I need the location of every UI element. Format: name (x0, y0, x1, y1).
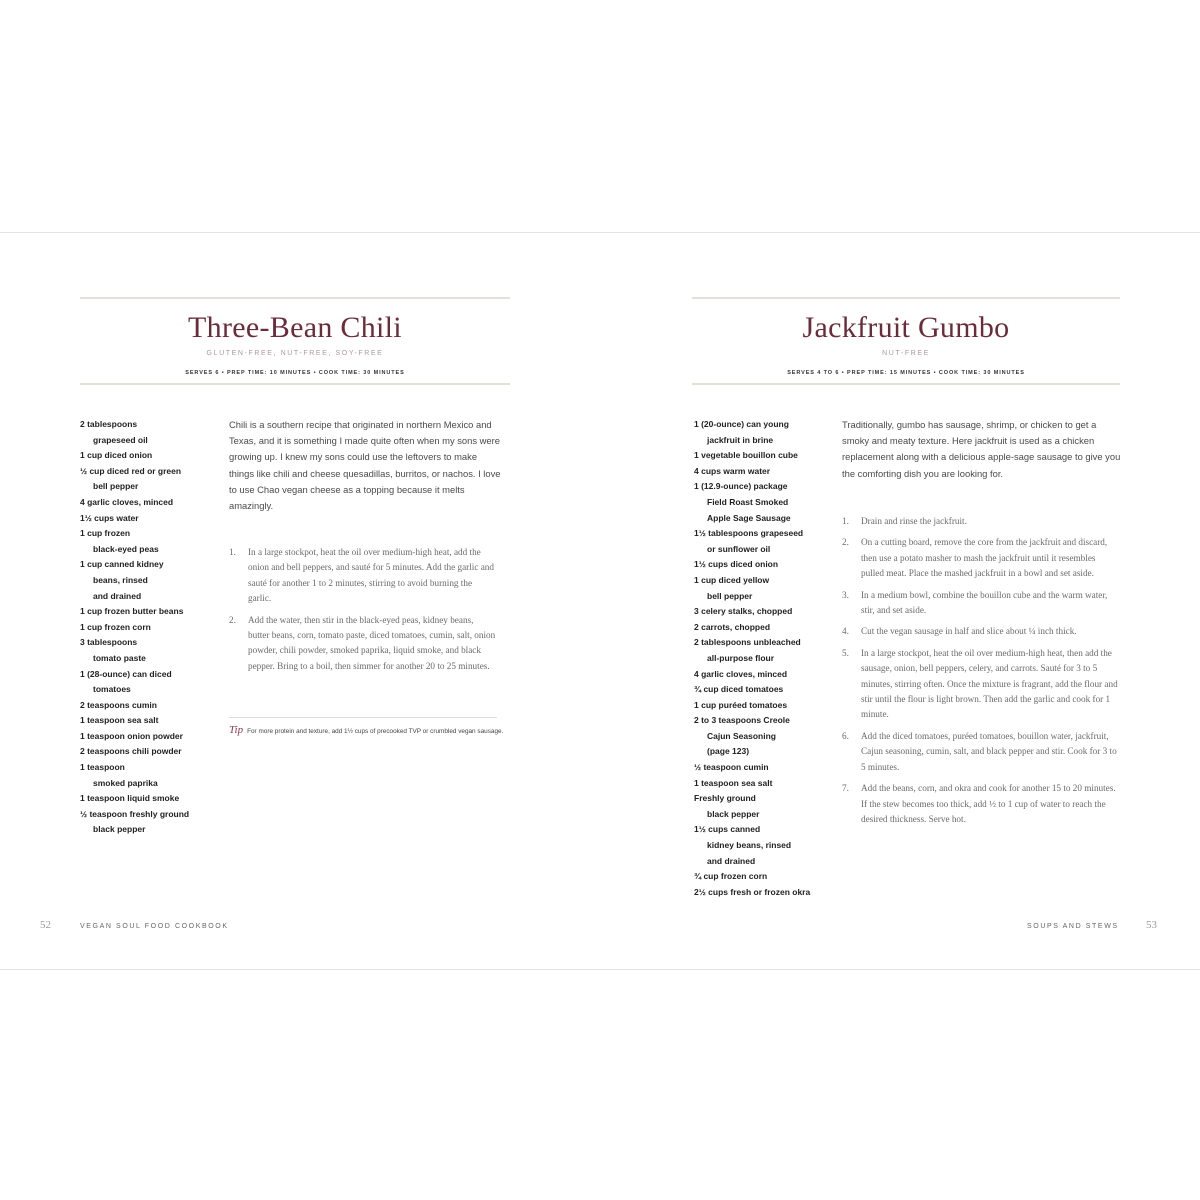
ingredient-line-continued: tomatoes (93, 684, 131, 695)
ingredient-item (80, 604, 220, 620)
ingredient-item (694, 604, 834, 620)
ingredient-line: 4 cups warm water (694, 465, 771, 476)
ingredient-item (694, 760, 834, 776)
step-number: 6. (842, 730, 849, 741)
ingredient-line: ¾ cup frozen corn (694, 871, 768, 882)
ingredient-line: 2 teaspoons chili powder (80, 746, 182, 757)
tip-text: For more protein and texture, add 1½ cups of precooked TVP or crumbled vegan sausage. (247, 728, 504, 735)
ingredient-item (694, 713, 834, 760)
diet-tags: NUT-FREE (882, 350, 930, 357)
ingredient-item (80, 448, 220, 464)
tip-label: Tip (229, 724, 244, 736)
ingredient-item (80, 464, 220, 495)
tip-box (229, 725, 505, 737)
book-spread (0, 232, 1200, 970)
left-page (0, 233, 600, 969)
step-text: Add the beans, corn, and okra and cook for another 15 to 20 minutes. If the stew becomes too thick, add ½ to 1 cup of water to reach the desired thickness. Serve hot. (861, 783, 1116, 824)
ingredient-item (80, 713, 220, 729)
ingredient-line: 1½ cups water (80, 512, 139, 523)
step-text: Add the diced tomatoes, puréed tomatoes, bouillon water, jackfruit, Cajun seasoning, cumin, salt, and black pepper and stir. Cook for 3 to 5 minutes. (861, 730, 1117, 772)
ingredient-line-continued: kidney beans, rinsed (707, 840, 792, 851)
ingredient-line: ½ teaspoon freshly ground (80, 808, 190, 819)
section-title-footer: SOUPS AND STEWS (1027, 923, 1119, 930)
ingredient-line-continued: Cajun Seasoning (707, 730, 776, 741)
ingredient-item (694, 526, 834, 557)
ingredient-line: 1 cup canned kidney (80, 559, 164, 570)
ingredient-item (80, 511, 220, 527)
ingredient-line-continued: Apple Sage Sausage (707, 512, 791, 523)
ingredient-item (80, 526, 220, 557)
instruction-step (842, 781, 1120, 827)
ingredient-line: 1 cup diced yellow (694, 574, 770, 585)
ingredient-item (694, 573, 834, 604)
top-rule (80, 297, 510, 299)
ingredient-item (694, 635, 834, 666)
ingredient-item (694, 464, 834, 480)
ingredient-line-continued: Field Roast Smoked (707, 496, 789, 507)
ingredient-line: 1 cup frozen (80, 528, 131, 539)
recipe-intro: Chili is a southern recipe that originated in northern Mexico and Texas, and it is something I made quite often when my sons were growing up. I knew my sons could use the leftovers to make things like chili and cheese quesadillas, burritos, or nachos. I love to use Chao vegan cheese as a topping because it melts amazingly. (229, 419, 501, 512)
step-number: 2. (842, 537, 849, 548)
ingredient-item (80, 620, 220, 636)
ingredient-item (694, 885, 834, 901)
recipe-meta: SERVES 6 • PREP TIME: 10 MINUTES • COOK TIME: 30 MINUTES (185, 370, 405, 376)
ingredient-line: 2 to 3 teaspoons Creole (694, 715, 790, 726)
tip-rule (229, 717, 497, 718)
ingredient-item (694, 698, 834, 714)
ingredient-line: Freshly ground (694, 793, 756, 804)
instruction-step (842, 624, 1120, 639)
ingredient-line-continued: jackfruit in brine (707, 434, 774, 445)
step-number: 5. (842, 647, 849, 658)
step-number: 1. (229, 547, 236, 557)
ingredient-line-continued: (page 123) (707, 746, 750, 757)
ingredient-line: 2 tablespoons unbleached (694, 637, 801, 648)
step-text: Cut the vegan sausage in half and slice about ¼ inch thick. (861, 626, 1077, 637)
ingredient-item (694, 822, 834, 869)
ingredient-line: ¾ cup diced tomatoes (694, 684, 784, 695)
step-text: In a medium bowl, combine the bouillon cube and the warm water, stir, and set aside. (861, 589, 1108, 616)
ingredient-item (80, 729, 220, 745)
step-number: 1. (842, 516, 849, 526)
ingredient-line: 3 celery stalks, chopped (694, 606, 793, 617)
instruction-step (229, 545, 497, 607)
ingredient-line: 1 cup frozen corn (80, 621, 151, 632)
ingredient-item (694, 776, 834, 792)
header-bottom-rule (692, 383, 1120, 385)
ingredient-line: 2 teaspoons cumin (80, 699, 157, 710)
ingredient-line-continued: bell pepper (707, 590, 753, 601)
instruction-steps (842, 514, 1120, 833)
ingredient-line: 1½ tablespoons grapeseed (694, 528, 804, 539)
step-number: 4. (842, 626, 849, 637)
ingredient-item (80, 635, 220, 666)
step-number: 7. (842, 783, 849, 794)
instruction-step (842, 729, 1120, 775)
ingredient-list (694, 417, 834, 900)
ingredient-line: 1 teaspoon liquid smoke (80, 793, 180, 804)
ingredient-line: 1½ cups diced onion (694, 559, 779, 570)
page-number: 53 (1146, 919, 1157, 931)
ingredient-line-continued: black pepper (93, 824, 146, 835)
ingredient-line: 1 vegetable bouillon cube (694, 450, 798, 461)
step-text: Drain and rinse the jackfruit. (861, 516, 967, 526)
ingredient-line: 2 carrots, chopped (694, 621, 771, 632)
step-number: 2. (229, 614, 236, 625)
instruction-steps (229, 545, 497, 680)
step-text: Add the water, then stir in the black-eyed peas, kidney beans, butter beans, corn, tomato paste, diced tomatoes, cumin, salt, onion powder, chili powder, smoked paprika, liquid smoke, and black pepper. Bring to a boil, then simmer for another 20 to 25 minutes. (248, 614, 496, 671)
ingredient-item (694, 557, 834, 573)
ingredient-line: 4 garlic cloves, minced (694, 668, 788, 679)
ingredient-line: 4 garlic cloves, minced (80, 496, 174, 507)
step-text: In a large stockpot, heat the oil over medium-high heat, add the onion and bell peppers, and sauté for 5 minutes. Add the garlic and sauté for another 1 to 2 minutes, stirring to avoid burning the garlic. (248, 547, 494, 604)
header-bottom-rule (80, 383, 510, 385)
ingredient-line-continued: all-purpose flour (707, 652, 775, 663)
ingredient-line: ½ cup diced red or green (80, 465, 182, 476)
recipe-title: Jackfruit Gumbo (802, 311, 1010, 344)
ingredient-line: 1 teaspoon (80, 762, 125, 773)
ingredient-item (694, 667, 834, 683)
ingredient-item (80, 417, 220, 448)
ingredient-item (694, 479, 834, 526)
ingredient-line-continued: smoked paprika (93, 777, 158, 788)
ingredient-line-continued: bell pepper (93, 481, 139, 492)
ingredient-line: 2 tablespoons (80, 419, 138, 429)
ingredient-item (80, 557, 220, 604)
ingredient-line: 1 teaspoon onion powder (80, 730, 183, 741)
ingredient-line-continued: black-eyed peas (93, 543, 159, 554)
ingredient-item (694, 417, 834, 448)
ingredient-item (80, 667, 220, 698)
ingredient-item (694, 620, 834, 636)
ingredient-line-continued: tomato paste (93, 652, 146, 663)
ingredient-item (694, 448, 834, 464)
ingredient-line-continued: grapeseed oil (93, 434, 148, 445)
diet-tags: GLUTEN-FREE, NUT-FREE, SOY-FREE (206, 350, 384, 357)
ingredient-line: 1 (28-ounce) can diced (80, 668, 172, 679)
step-text: In a large stockpot, heat the oil over medium-high heat, then add the sausage, onion, bell peppers, celery, and carrots. Sauté for 3 to 5 minutes, stirring often. Once the mixture is fragrant, add the flour and stir until the flour is light brown. Then add the garlic and cook for 1 minute. (861, 647, 1118, 720)
ingredient-line-continued: and drained (707, 855, 756, 866)
ingredient-line-continued: and drained (93, 590, 142, 601)
ingredient-line: 1 cup diced onion (80, 450, 153, 461)
ingredient-item (80, 760, 220, 791)
ingredient-item (80, 791, 220, 807)
ingredient-item (694, 869, 834, 885)
ingredient-line-continued: or sunflower oil (707, 543, 771, 554)
ingredient-line: 1½ cups canned (694, 824, 761, 835)
ingredient-item (80, 744, 220, 760)
ingredient-item (694, 682, 834, 698)
recipe-meta: SERVES 4 TO 6 • PREP TIME: 15 MINUTES • COOK TIME: 30 MINUTES (787, 370, 1025, 376)
recipe-title: Three-Bean Chili (188, 311, 402, 344)
instruction-step (842, 514, 1120, 529)
ingredient-item (80, 698, 220, 714)
ingredient-line: 1 teaspoon sea salt (80, 715, 159, 726)
instruction-step (842, 646, 1120, 723)
step-number: 3. (842, 589, 849, 600)
ingredient-line-continued: beans, rinsed (93, 574, 148, 585)
ingredient-line: 3 tablespoons (80, 637, 138, 648)
ingredient-line: 1 (12.9-ounce) package (694, 481, 788, 492)
page-number: 52 (40, 919, 51, 931)
top-rule (692, 297, 1120, 299)
instruction-step (229, 613, 497, 675)
ingredient-line: 1 (20-ounce) can young (694, 419, 789, 429)
book-title-footer: VEGAN SOUL FOOD COOKBOOK (80, 923, 229, 930)
recipe-intro: Traditionally, gumbo has sausage, shrimp, or chicken to get a smoky and meaty texture. Here jackfruit is used as a chicken replacement along with a delicious apple-sage sausage to give you the comforting dish you are looking for. (842, 419, 1121, 479)
step-text: On a cutting board, remove the core from the jackfruit and discard, then use a potato masher to mash the jackfruit until it resembles pulled meat. Place the mashed jackfruit in a bowl and set aside. (861, 537, 1108, 579)
ingredient-line: 1 cup frozen butter beans (80, 606, 184, 617)
ingredient-item (80, 807, 220, 838)
ingredient-list (80, 417, 220, 838)
ingredient-line: 2½ cups fresh or frozen okra (694, 886, 811, 897)
right-page (600, 233, 1200, 969)
ingredient-line: 1 cup puréed tomatoes (694, 699, 788, 710)
instruction-step (842, 588, 1120, 619)
instruction-step (842, 535, 1120, 581)
ingredient-line: 1 teaspoon sea salt (694, 777, 773, 788)
ingredient-item (694, 791, 834, 822)
ingredient-line-continued: black pepper (707, 808, 760, 819)
ingredient-item (80, 495, 220, 511)
ingredient-line: ½ teaspoon cumin (694, 762, 769, 773)
